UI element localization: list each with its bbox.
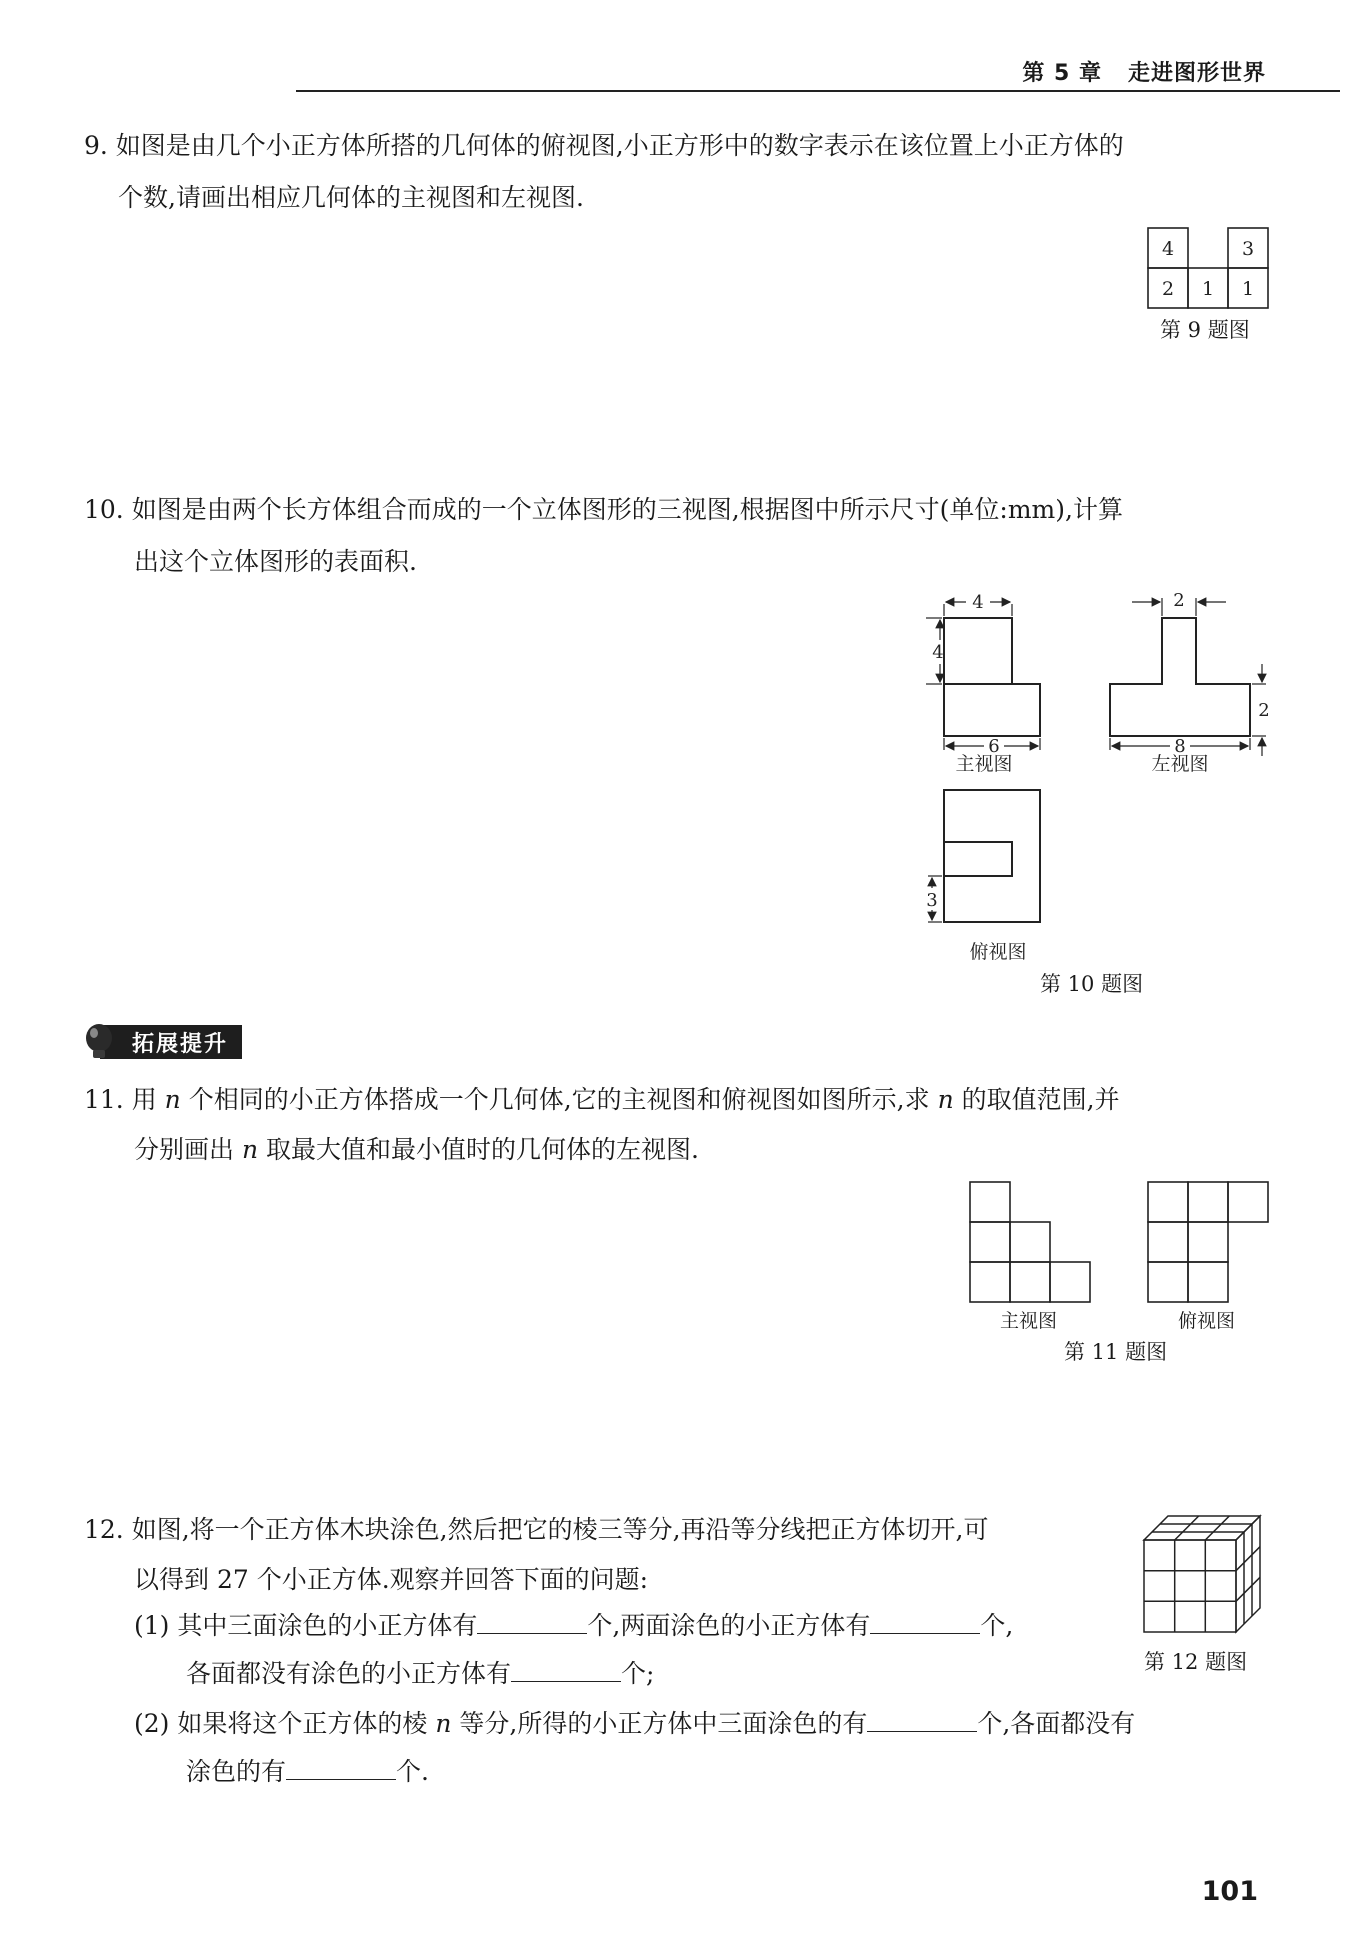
q10-top-dim-left: 3	[926, 890, 938, 911]
q10-text-line1: 10. 如图是由两个长方体组合而成的一个立体图形的三视图,根据图中所示尺寸(单位:mm),计算	[84, 495, 1123, 524]
q11-text: 分别画出	[134, 1135, 242, 1164]
q12-text: 个,	[980, 1611, 1014, 1640]
q10-caption: 第 10 题图	[1040, 972, 1144, 996]
q12-text: (1) 其中三面涂色的小正方体有	[134, 1611, 478, 1640]
q12-caption: 第 12 题图	[1144, 1650, 1248, 1674]
q10-side-dim-top: 2	[1173, 590, 1185, 611]
q12-var-n: n	[435, 1709, 452, 1738]
chapter-number: 第 5 章	[1022, 61, 1102, 86]
q9-top-view-grid	[1146, 226, 1270, 310]
q10-side-dims	[1110, 598, 1266, 756]
q9-cell-value: 1	[1241, 278, 1255, 300]
q10-front-dim-bottom: 6	[988, 736, 1000, 757]
q12-part1-line1	[134, 1602, 1013, 1650]
q11-var-n: n	[937, 1085, 954, 1114]
q11-text: 个相同的小正方体搭成一个几何体,它的主视图和俯视图如图所示,求	[180, 1085, 938, 1114]
q12-text: 等分,所得的小正方体中三面涂色的有	[451, 1709, 868, 1738]
q11-top-view	[1148, 1182, 1268, 1302]
q11-text-line2	[134, 1126, 699, 1174]
page-number: 101	[1201, 1876, 1258, 1907]
chapter-header	[1022, 56, 1266, 87]
q10-front-label: 主视图	[955, 753, 1013, 775]
answer-blank[interactable]	[867, 1709, 977, 1732]
q12-text: 涂色的有	[186, 1757, 287, 1786]
answer-blank[interactable]	[511, 1659, 621, 1682]
q9-caption: 第 9 题图	[1160, 318, 1250, 342]
answer-blank[interactable]	[870, 1611, 980, 1634]
q10-side-dim-bottom: 8	[1174, 736, 1186, 757]
q12-text-line2: 以得到 27 个小正方体.观察并回答下面的问题:	[134, 1565, 649, 1594]
q10-front-view	[944, 618, 1040, 736]
q9-cell-value: 4	[1161, 238, 1175, 260]
q11-front-label: 主视图	[1000, 1310, 1058, 1332]
q10-side-label: 左视图	[1151, 753, 1209, 775]
q10-top-label: 俯视图	[969, 941, 1027, 963]
q9-cell-value: 3	[1241, 238, 1255, 260]
q10-three-views	[900, 580, 1280, 1000]
q10-front-dim-top: 4	[972, 592, 984, 613]
q11-front-view	[970, 1182, 1090, 1302]
header-rule	[296, 90, 1340, 92]
section-title: 拓展提升	[100, 1025, 242, 1059]
q10-text-line2: 出这个立体图形的表面积.	[134, 547, 417, 576]
q9-cell-value: 2	[1161, 278, 1175, 300]
q12-text: 个;	[621, 1659, 655, 1688]
q11-top-label: 俯视图	[1178, 1310, 1236, 1332]
q10-side-dim-right: 2	[1258, 700, 1270, 721]
q9-text-line1: 9. 如图是由几个小正方体所搭的几何体的俯视图,小正方形中的数字表示在该位置上小正方体的	[84, 131, 1124, 160]
answer-blank[interactable]	[477, 1611, 587, 1634]
q12-part2-line2	[186, 1748, 429, 1796]
q12-part2-line1	[134, 1700, 1135, 1748]
q11-var-n: n	[164, 1085, 181, 1114]
q11-text: 的取值范围,并	[953, 1085, 1120, 1114]
q11-views	[966, 1178, 1276, 1304]
q12-text: 各面都没有涂色的小正方体有	[186, 1659, 512, 1688]
section-badge	[84, 1022, 242, 1062]
q9-text-line2: 个数,请画出相应几何体的主视图和左视图.	[118, 183, 584, 212]
q11-var-n: n	[241, 1135, 259, 1164]
q12-text: 个,各面都没有	[977, 1709, 1136, 1738]
q12-text: 个.	[396, 1757, 429, 1786]
q10-side-view	[1110, 618, 1250, 736]
q9-cell-value: 1	[1201, 278, 1215, 300]
q11-text: 取最大值和最小值时的几何体的左视图.	[258, 1135, 699, 1164]
q12-text: 个,两面涂色的小正方体有	[587, 1611, 871, 1640]
lightbulb-icon	[84, 1022, 114, 1062]
answer-blank[interactable]	[286, 1757, 396, 1780]
q12-part1-line2	[186, 1650, 654, 1698]
q11-text: 11. 用	[84, 1085, 165, 1114]
q10-top-view	[944, 790, 1040, 922]
q12-text-line1: 12. 如图,将一个正方体木块涂色,然后把它的棱三等分,再沿等分线把正方体切开,可	[84, 1515, 989, 1544]
q12-text: (2) 如果将这个正方体的棱	[134, 1709, 436, 1738]
q11-text-line1	[84, 1076, 1120, 1124]
chapter-title: 走进图形世界	[1127, 61, 1266, 86]
q10-front-dim-left: 4	[932, 642, 944, 663]
q12-cube	[1140, 1512, 1266, 1638]
q11-caption: 第 11 题图	[1064, 1340, 1168, 1364]
